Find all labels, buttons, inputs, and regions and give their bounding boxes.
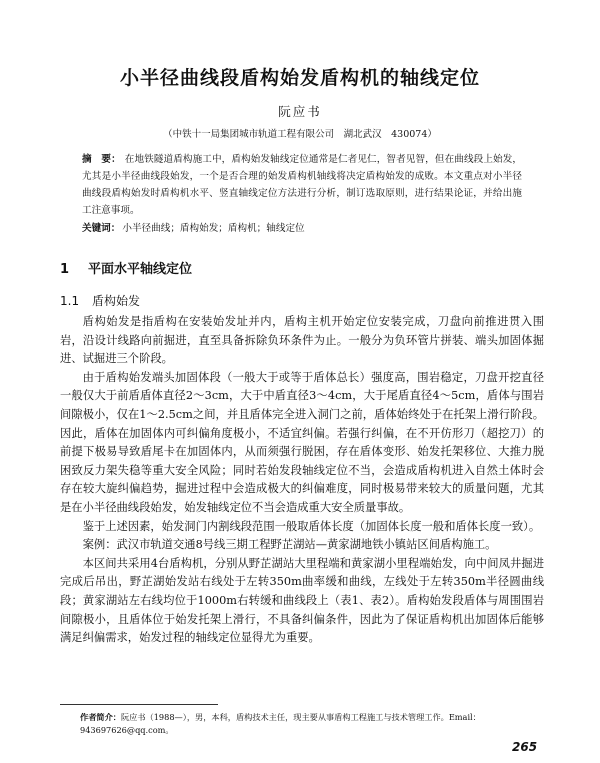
footnote-text: 阮应书（1988—），男，本科，盾构技术主任，现主要从事盾构工程施工与技术管理工作。Email：943697626@qq.com。 (80, 712, 481, 735)
section-heading (60, 258, 192, 277)
section-number: 1 (60, 262, 70, 277)
author-name: 阮应书 (278, 104, 322, 119)
paragraph: 由于盾构始发端头加固体段（一般大于或等于盾体总长）强度高，围岩稳定，刀盘开挖直径一般仅大于前盾盾体直径2～3cm，大于中盾直径3～4cm，大于尾盾直径4～5cm，盾体与围岩间隙极小，仅在1～2.5cm之间，并且盾体完全进入洞门之前，盾体始终处于在托架上滑行阶段。因此，盾体在加固体内可纠偏角度极小，不适宜纠偏。若强行纠偏，在不开仿形刀（超挖刀）的前提下极易导致盾尾卡在加固体内，从而须强行脱困，存在盾体变形、始发托架移位、大推力脱困致反力架失稳等重大安全风险；同时若始发段轴线定位不当，会造成盾构机进入自然土体时会存在较大旋纠偏趋势，掘进过程中会造成极大的纠偏难度，同时极易带来较大的质量问题，尤其是在小半径曲线段始发，始发轴线定位不当会造成重大安全质量事故。 (60, 370, 544, 514)
section-title: 平面水平轴线定位 (88, 262, 193, 277)
subsection-number: 1.1 (60, 294, 80, 308)
footnote (80, 711, 546, 737)
keywords (82, 220, 522, 237)
keywords-label: 关键词： (82, 223, 121, 234)
paper-title: 小半径曲线段盾构始发盾构机的轴线定位 (119, 67, 480, 89)
subsection-title: 盾构始发 (92, 294, 141, 308)
abstract (82, 151, 522, 219)
body-text (60, 313, 544, 648)
subsection-heading (60, 292, 140, 309)
paragraph: 案例：武汉市轨道交通8号线三期工程野芷湖站—黄家湖地铁小镇站区间盾构施工。 (82, 538, 497, 552)
paragraph: 盾构始发是指盾构在安装始发址并内，盾构主机开始定位安装完成，刀盘向前推进贯入围岩，沿设计线路向前掘进，直至具备拆除负环条件为止。一般分为负环管片拼装、端头加固体掘进、试掘进三个阶段。 (60, 315, 544, 366)
footnote-label: 作者简介： (80, 712, 121, 722)
abstract-text: 在地铁隧道盾构施工中，盾构始发轴线定位通常是仁者见仁，智者见智，但在曲线段上始发，尤其是小半径曲线段始发，一个是否合理的始发盾构机轴线将决定盾构始发的成败。本文重点对小半径曲线段盾构始发时盾构机水平、竖直轴线定位方法进行分析，制订选取原则，进行结果论证，并给出施工注意事项。 (82, 154, 523, 216)
paragraph: 鉴于上述因素，始发洞门内割线段范围一般取盾体长度（加固体长度一般和盾体长度一致）。 (82, 519, 541, 533)
footnote-divider (60, 704, 218, 705)
keywords-text: 小半径曲线；盾构始发；盾构机；轴线定位 (122, 223, 305, 234)
paragraph: 本区间共采用4台盾构机，分别从野芷湖站大里程端和黄家湖小里程端始发，向中间凤井掘进完成后吊出，野芷湖始发站右线处于左转350m曲率缓和曲线，左线处于左转350m半径圆曲线段；黄家湖站左右线均位于1000m右转缓和曲线段上（表1、表2）。盾构始发段盾体与周围围岩间隙极小，且盾体位于始发托架上滑行，不具备纠偏条件，因此为了保证盾构机出加固体后能够满足纠偏需求，始发过程的轴线定位显得尤为重要。 (60, 556, 544, 645)
abstract-label: 摘 要： (82, 154, 121, 165)
page-number: 265 (512, 740, 538, 754)
author-affiliation: （中铁十一局集团城市轨道工程有限公司 湖北武汉 430074） (163, 129, 437, 140)
